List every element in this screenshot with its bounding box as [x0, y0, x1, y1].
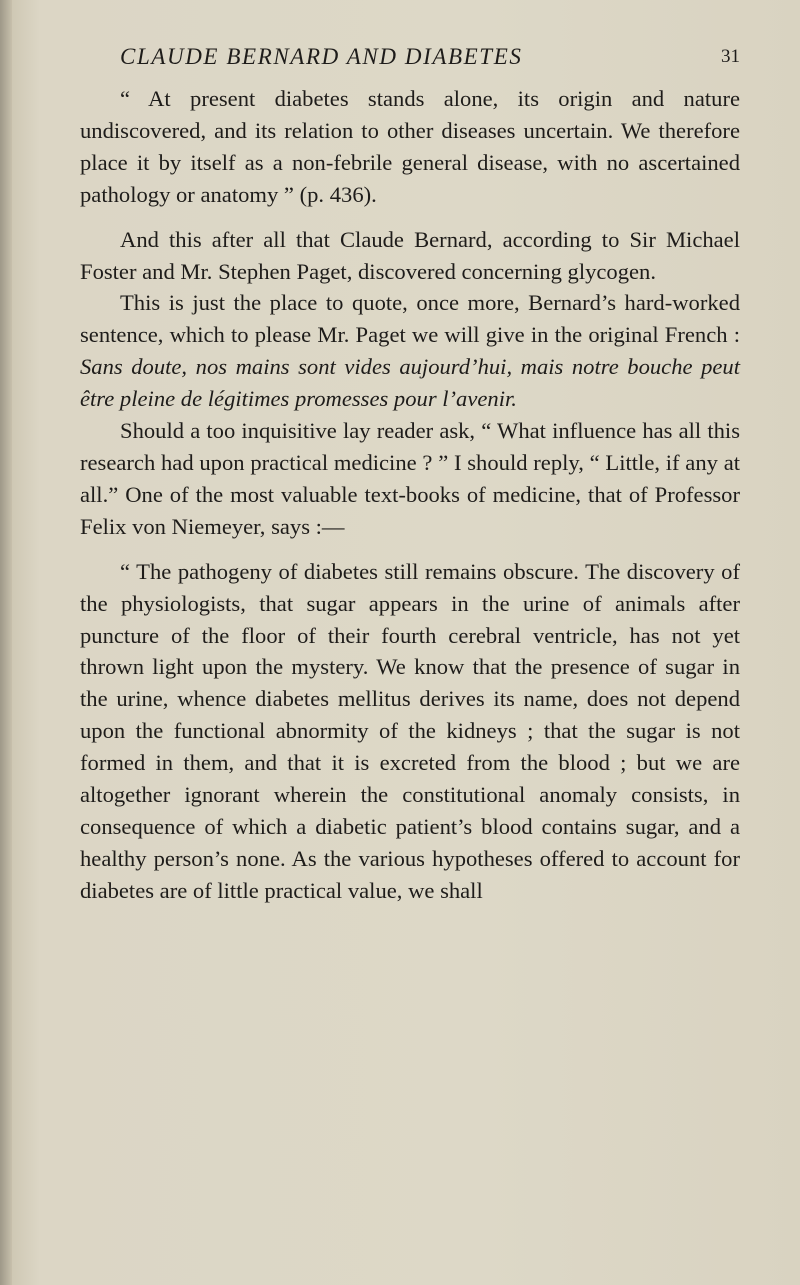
- page-number: 31: [721, 46, 740, 67]
- french-quotation: Sans doute, nos mains sont vides aujourd’hui, mais notre bouche peut être pleine de légitimes promesses pour l’avenir.: [80, 354, 740, 412]
- paragraph-3: [80, 287, 740, 415]
- paragraph-2: And this after all that Claude Bernard, according to Sir Michael Foster and Mr. Stephen Paget, discovered concerning glycogen.: [80, 226, 740, 284]
- quote-paragraph-5: “ The pathogeny of diabetes still remains obscure. The discovery of the physiologists, that sugar appears in the urine of animals after puncture of the floor of their fourth cerebral ventricle, has not yet thrown light upon the mystery. We know that the presence of sugar in the urine, whence diabetes mellitus derives its name, does not depend upon the functional abnormity of the kidneys ; that the sugar is not formed in them, and that it is excreted from the blood ; but we are altogether ignorant wherein the constitutional anomaly consists, in consequence of which a diabetic patient’s blood contains sugar, and a healthy person’s none. As the various hypotheses offered to account for diabetes are of little practical value, we shall: [80, 558, 740, 903]
- running-head: CLAUDE BERNARD AND DIABETES: [120, 44, 523, 69]
- page-header: [120, 44, 740, 84]
- page-body: [80, 83, 740, 907]
- quote-paragraph-1: “ At present diabetes stands alone, its origin and nature undiscovered, and its relation to other diseases uncertain. We therefore place it by itself as a non-febrile general disease, with no ascertained pathology or anatomy ” (p. 436).: [80, 86, 740, 207]
- paragraph-4: Should a too inquisitive lay reader ask, “ What influence has all this research had upon practical medicine ? ” I should reply, “ Little, if any at all.” One of the most valuable text-books of medicine, that of Professor Felix von Niemeyer, says :—: [80, 418, 740, 539]
- page-binding-edge: [0, 0, 12, 1285]
- paragraph-3-lead: This is just the place to quote, once more, Bernard’s hard-worked sentence, which to please Mr. Paget we will give in the original French :: [80, 290, 740, 348]
